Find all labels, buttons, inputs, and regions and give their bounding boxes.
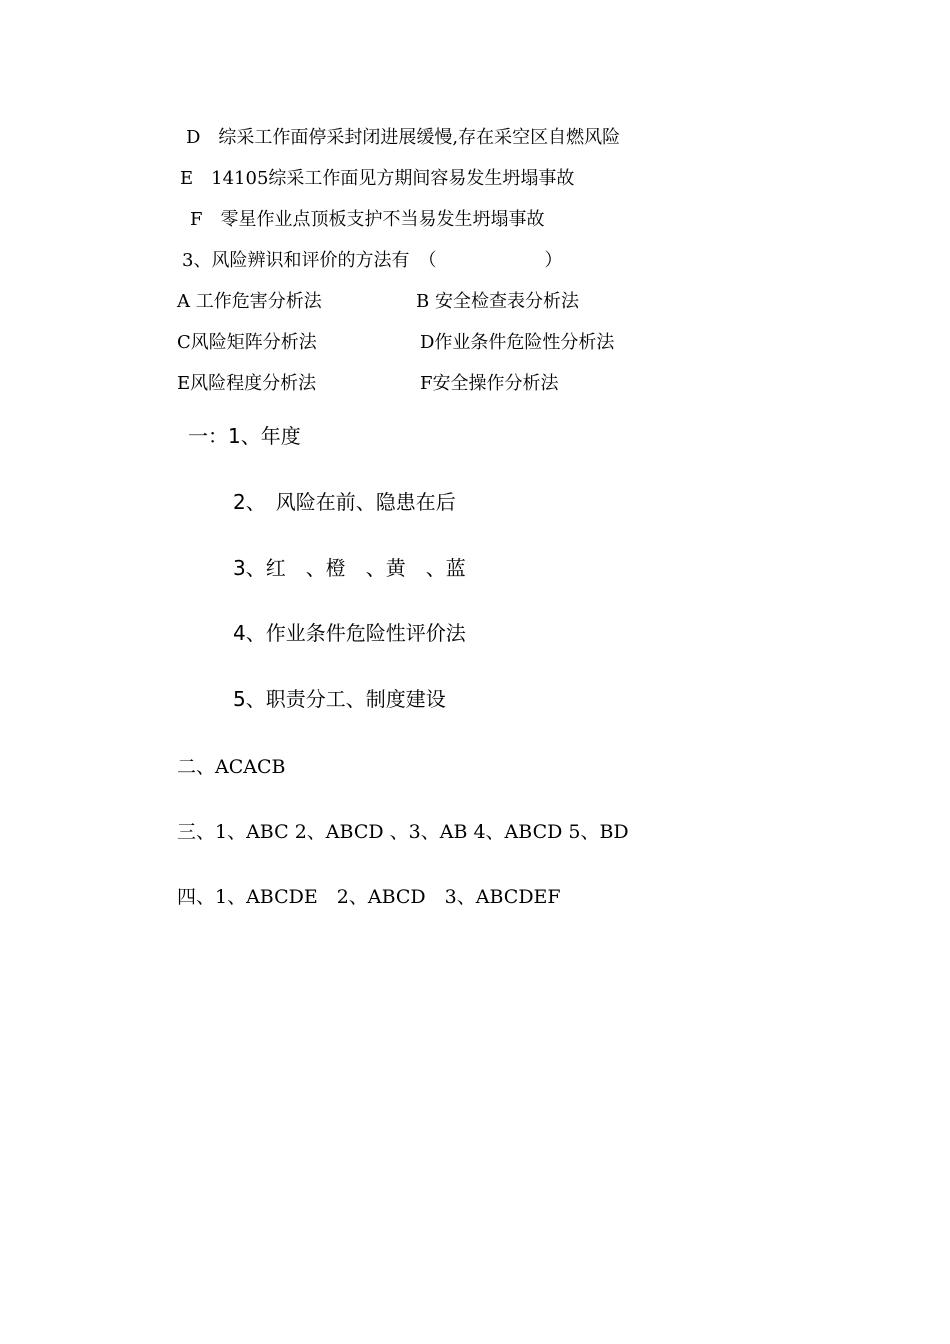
answer-section4: 四、1、ABCDE 2、ABCD 3、ABCDEF bbox=[177, 886, 561, 908]
q3-option-b: B 安全检查表分析法 bbox=[416, 291, 579, 312]
q3-option-c: C风险矩阵分析法 bbox=[177, 332, 317, 353]
answer-section1-item5: 5、职责分工、制度建设 bbox=[233, 687, 446, 711]
question-3-stem: 3、风险辨识和评价的方法有 （ ） bbox=[182, 250, 563, 271]
answer-section1-item4: 4、作业条件危险性评价法 bbox=[233, 621, 466, 645]
option-d-text: D 综采工作面停采封闭进展缓慢,存在采空区自燃风险 bbox=[186, 127, 621, 148]
q3-option-e: E风险程度分析法 bbox=[177, 373, 317, 394]
option-f-text: F 零星作业点顶板支护不当易发生坍塌事故 bbox=[190, 209, 545, 230]
option-e-text: E 14105综采工作面见方期间容易发生坍塌事故 bbox=[180, 168, 575, 189]
answer-section2: 二、ACACB bbox=[177, 756, 286, 778]
answer-section1-item2: 2、 风险在前、隐患在后 bbox=[233, 490, 456, 514]
q3-option-f: F安全操作分析法 bbox=[420, 373, 559, 394]
answer-section1-item3: 3、红 、橙 、黄 、蓝 bbox=[233, 556, 466, 580]
q3-option-d: D作业条件危险性分析法 bbox=[420, 332, 615, 353]
q3-option-a: A 工作危害分析法 bbox=[177, 291, 322, 312]
answer-section1-item1: 一：1、年度 bbox=[188, 424, 301, 448]
answer-section3: 三、1、ABC 2、ABCD 、3、AB 4、ABCD 5、BD bbox=[177, 821, 629, 843]
